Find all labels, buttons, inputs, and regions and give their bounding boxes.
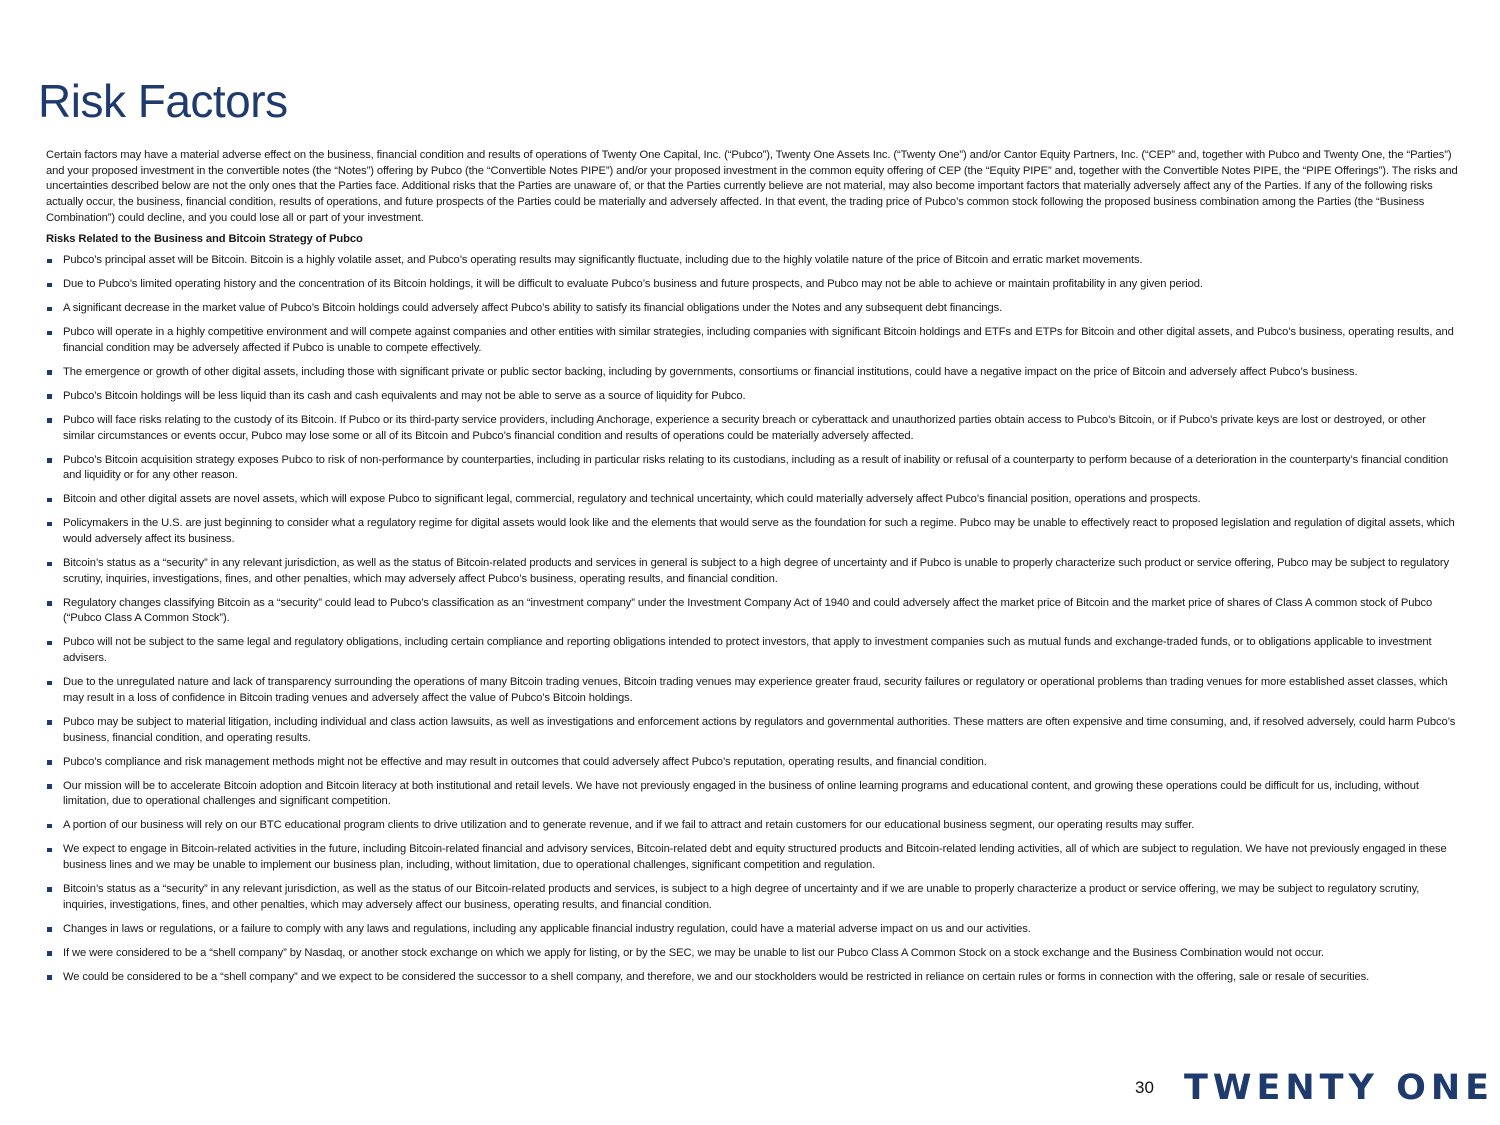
risk-item	[46, 922, 1458, 938]
risk-text: Pubco may be subject to material litigation, including individual and class action lawsuits, as well as investigations and enforcement actions by regulators and governmental authorities. These matters are often expensive and time consuming, and, if resolved adversely, could harm Pubco’s business, financial condition, and operating results.	[63, 715, 1456, 744]
risk-text: Bitcoin’s status as a “security” in any relevant jurisdiction, as well as the status of Bitcoin-related products and services in general is subject to a high degree of uncertainty and if Pubco is unable to properly characterize such product or service offering, Pubco may be subject to regulatory scrutiny, inquiries, investigations, fines, and other penalties, which may adversely affect Pubco’s business, operating results, and financial condition.	[63, 557, 1449, 585]
risk-text: We could be considered to be a “shell company” and we expect to be considered the successor to a shell company, and therefore, we and our stockholders would be restricted in reliance on certain rules or forms in connection with the offering, sale or resale of securities.	[63, 970, 1370, 983]
risk-item	[46, 453, 1458, 484]
risk-item	[46, 365, 1458, 381]
square-bullet-icon	[47, 522, 52, 527]
risk-text: If we were considered to be a “shell company” by Nasdaq, or another stock exchange on which we apply for listing, or by the SEC, we may be unable to list our Pubco Class A Common Stock on a stock exchange and the Business Combination would not occur.	[63, 946, 1325, 959]
risk-item	[46, 325, 1458, 356]
square-bullet-icon	[47, 720, 52, 725]
risk-item	[46, 675, 1458, 706]
twenty-one-logo: TWENTY ONE	[1184, 1068, 1495, 1108]
risk-text: Pubco’s principal asset will be Bitcoin. Bitcoin is a highly volatile asset, and Pubco’s operating results may significantly fluctuate, including due to the highly volatile nature of the price of Bitcoin and erratic market movements.	[63, 254, 1143, 267]
square-bullet-icon	[47, 975, 52, 980]
square-bullet-icon	[47, 331, 52, 336]
risk-text: Pubco’s compliance and risk management methods might not be effective and may result in outcomes that could adversely affect Pubco’s reputation, operating results, and financial condition.	[63, 755, 987, 768]
square-bullet-icon	[47, 601, 52, 606]
risk-text: Due to Pubco’s limited operating history and the concentration of its Bitcoin holdings, it will be difficult to evaluate Pubco’s business and future prospects, and Pubco may not be able to achieve or maintain profitability in any given period.	[63, 278, 1203, 291]
risk-item	[46, 818, 1458, 834]
risk-item	[46, 413, 1458, 444]
risk-text: A significant decrease in the market value of Pubco’s Bitcoin holdings could adversely affect Pubco’s ability to satisfy its financial obligations under the Notes and any subsequent debt financings.	[63, 302, 1003, 315]
risk-text: Pubco’s Bitcoin holdings will be less liquid than its cash and cash equivalents and may not be able to serve as a source of liquidity for Pubco.	[63, 389, 746, 402]
square-bullet-icon	[47, 498, 52, 503]
square-bullet-icon	[47, 283, 52, 288]
risk-item	[46, 635, 1458, 666]
square-bullet-icon	[47, 418, 52, 423]
risk-text: Bitcoin’s status as a “security” in any relevant jurisdiction, as well as the status of our Bitcoin-related products and services, is subject to a high degree of uncertainty and if we are unable to properly characterize a product or service offering, we may be subject to regulatory scrutiny, inquiries, investigations, fines, and other penalties, which may adversely affect our business, operating results, and financial condition.	[63, 882, 1420, 911]
risk-item	[46, 253, 1458, 269]
square-bullet-icon	[47, 784, 52, 789]
square-bullet-icon	[47, 562, 52, 567]
page-number: 30	[1135, 1078, 1154, 1097]
risk-text: Due to the unregulated nature and lack of transparency surrounding the operations of many Bitcoin trading venues, Bitcoin trading venues may experience greater fraud, security failures or regulatory or operational problems than trading venues for more established asset classes, which may result in a loss of confidence in Bitcoin trading venues and adversely affect the value of Pubco’s Bitcoin holdings.	[63, 676, 1448, 704]
square-bullet-icon	[47, 370, 52, 375]
risk-text: A portion of our business will rely on our BTC educational program clients to drive utilization and to generate revenue, and if we fail to attract and retain customers for our educational business segment, our operating results may suffer.	[63, 819, 1195, 832]
section-subheading: Risks Related to the Business and Bitcoin Strategy of Pubco	[46, 232, 363, 245]
square-bullet-icon	[47, 307, 52, 312]
square-bullet-icon	[47, 394, 52, 399]
risk-text: Regulatory changes classifying Bitcoin as a “security” could lead to Pubco’s classification as an “investment company” under the Investment Company Act of 1940 and could adversely affect the market price of Bitcoin and the market price of shares of Class A common stock of Pubco (“Pubco Class A Common Stock”).	[63, 596, 1433, 625]
risk-text: Pubco will not be subject to the same legal and regulatory obligations, including certain compliance and reporting obligations intended to protect investors, that apply to investment companies such as mutual funds and exchange-traded funds, or to obligations applicable to investment advisers.	[63, 636, 1432, 665]
risk-text: The emergence or growth of other digital assets, including those with significant private or public sector backing, including by governments, consortiums or financial institutions, could have a negative impact on the price of Bitcoin and adversely affect Pubco’s business.	[63, 365, 1358, 378]
risk-item	[46, 556, 1458, 587]
square-bullet-icon	[47, 927, 52, 932]
risk-item	[46, 946, 1458, 962]
risk-text: Changes in laws or regulations, or a failure to comply with any laws and regulations, including any applicable financial industry regulation, could have a material adverse impact on us and our activities.	[63, 922, 1031, 935]
intro-paragraph: Certain factors may have a material adverse effect on the business, financial condition and results of operations of Twenty One Capital, Inc. (“Pubco”), Twenty One Assets Inc. (“Twenty One”) and/or Cantor Equity Partners, Inc. (“CEP” and, together with Pubco and Twenty One, the “Parties”) and your proposed investment in the convertible notes (the “Notes”) offering by Pubco (the “Convertible Notes PIPE”) and/or your proposed investment in the common equity offering of CEP (the “Equity PIPE” and, together with the Convertible Notes PIPE, the “PIPE Offerings”). The risks and uncertainties described below are not the only ones that the Parties face. Additional risks that the Parties are unaware of, or that the Parties currently believe are not material, may also become important factors that materially adversely affect any of the Parties. If any of the following risks actually occur, the business, financial condition, results of operations, and future prospects of the Parties could be materially and adversely affected. In that event, the trading price of Pubco’s common stock following the proposed business combination among the Parties (the “Business Combination”) could decline, and you could lose all or part of your investment.	[46, 149, 1458, 224]
risk-text: Our mission will be to accelerate Bitcoin adoption and Bitcoin literacy at both institutional and retail levels. We have not previously engaged in the business of online learning programs and educational content, and growing these operations could be difficult for us, including, without limitation, due to operational challenges and significant competition.	[63, 779, 1419, 808]
risk-item	[46, 842, 1458, 873]
square-bullet-icon	[47, 681, 52, 686]
risk-text: Pubco’s Bitcoin acquisition strategy exposes Pubco to risk of non-performance by counterparties, including in particular risks relating to its custodians, including as a result of inability or refusal of a counterparty to perform because of a deterioration in the counterparty’s financial condition and liquidity or for any other reason.	[63, 453, 1449, 482]
square-bullet-icon	[47, 824, 52, 829]
risk-item	[46, 715, 1458, 746]
square-bullet-icon	[47, 259, 52, 264]
risk-text: Pubco will face risks relating to the custody of its Bitcoin. If Pubco or its third-party service providers, including Anchorage, experience a security breach or cyberattack and unauthorized parties obtain access to Pubco’s Bitcoin, or if Pubco’s private keys are lost or destroyed, or other similar circumstances or events occur, Pubco may lose some or all of its Bitcoin and Pubco’s financial condition and results of operations could be materially adversely affected.	[63, 413, 1426, 442]
square-bullet-icon	[47, 458, 52, 463]
square-bullet-icon	[47, 641, 52, 646]
risk-text: Pubco will operate in a highly competitive environment and will compete against companies and other entities with similar strategies, including companies with significant Bitcoin holdings and ETFs and ETPs for Bitcoin and other digital assets, and Pubco’s business, operating results, and financial condition may be adversely affected if Pubco is unable to compete effectively.	[63, 326, 1454, 354]
square-bullet-icon	[47, 848, 52, 853]
risk-item	[46, 882, 1458, 913]
risk-item	[46, 596, 1458, 627]
page-title: Risk Factors	[38, 75, 288, 127]
square-bullet-icon	[47, 951, 52, 956]
risk-text: Policymakers in the U.S. are just beginning to consider what a regulatory regime for digital assets would look like and the elements that would serve as the foundation for such a regime. Pubco may be unable to effectively react to proposed legislation and regulation of digital assets, which would adversely affect its business.	[63, 517, 1455, 546]
risk-item	[46, 755, 1458, 771]
risk-item	[46, 970, 1458, 986]
risk-item	[46, 301, 1458, 317]
risk-item	[46, 492, 1458, 508]
risk-text: We expect to engage in Bitcoin-related activities in the future, including Bitcoin-related financial and advisory services, Bitcoin-related debt and equity structured products and Bitcoin-related lending activities, all of which are subject to regulation. We have not previously engaged in these business lines and we may be unable to implement our business plan, including, without limitation, due to operational challenges, significant competition and regulation.	[63, 843, 1447, 871]
risk-text: Bitcoin and other digital assets are novel assets, which will expose Pubco to significant legal, commercial, regulatory and technical uncertainty, which could materially adversely affect Pubco’s financial position, operations and prospects.	[63, 493, 1201, 506]
risk-item	[46, 516, 1458, 547]
square-bullet-icon	[47, 887, 52, 892]
risk-item	[46, 389, 1458, 405]
risk-content	[46, 148, 1458, 994]
square-bullet-icon	[47, 760, 52, 765]
risk-list	[46, 253, 1458, 985]
risk-item	[46, 779, 1458, 810]
risk-item	[46, 277, 1458, 293]
